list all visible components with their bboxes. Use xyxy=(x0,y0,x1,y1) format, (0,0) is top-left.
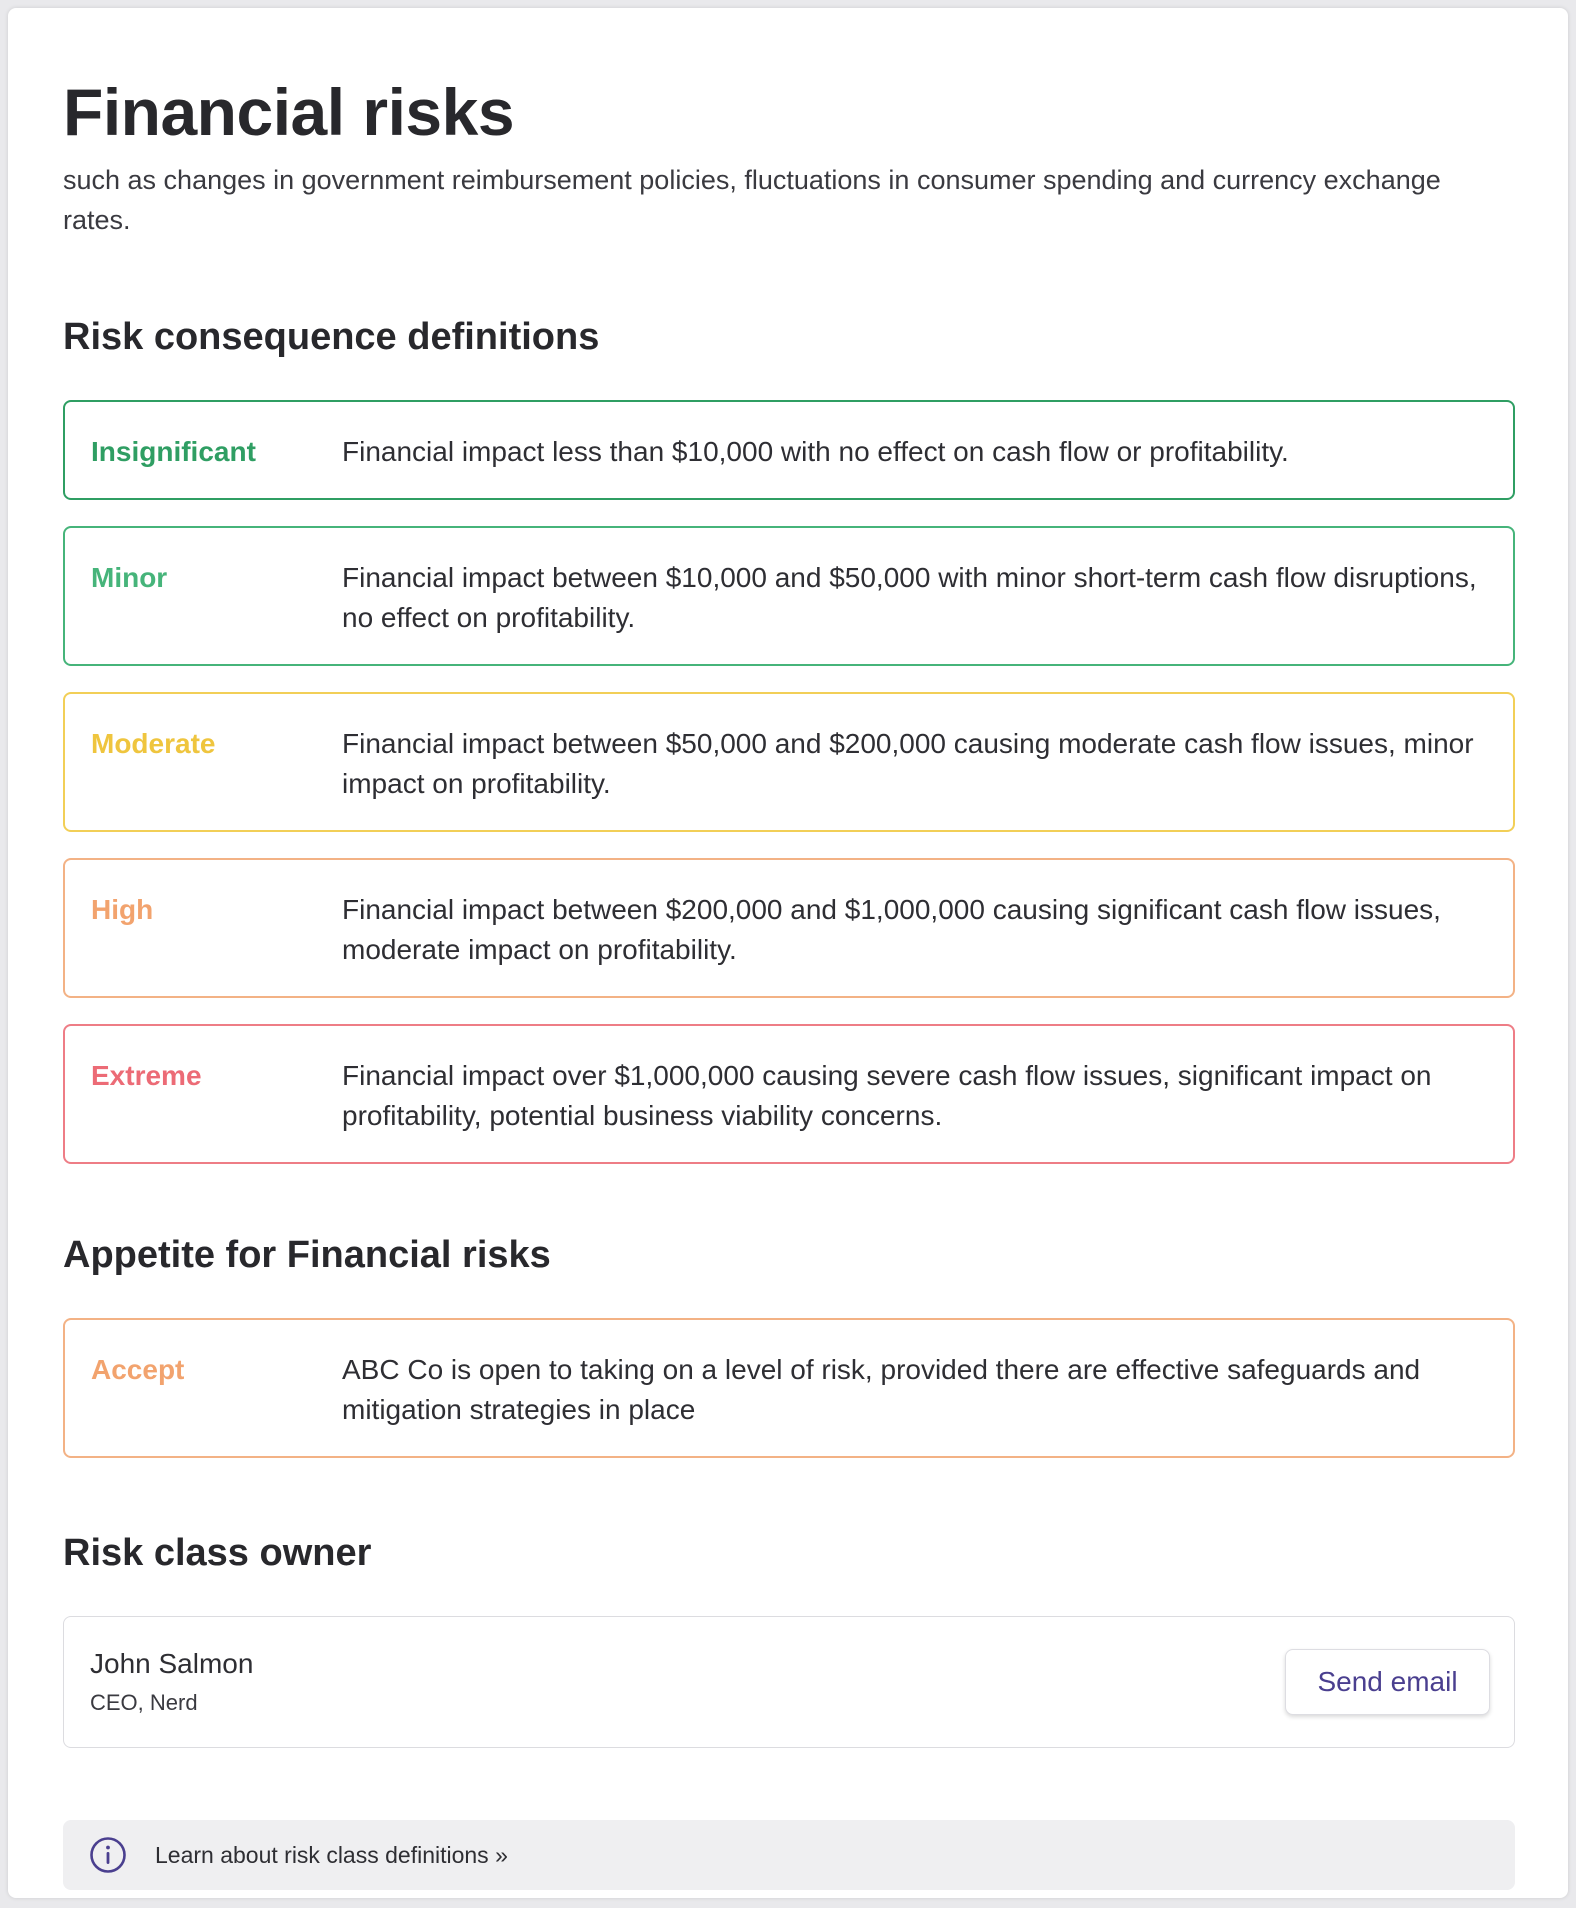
consequence-label: Insignificant xyxy=(91,436,256,467)
owner-role: CEO, Nerd xyxy=(90,1690,198,1715)
consequence-heading: Risk consequence definitions xyxy=(63,316,600,358)
consequence-card-extreme xyxy=(63,1024,1515,1164)
owner-card xyxy=(63,1616,1515,1748)
consequence-description: Financial impact over $1,000,000 causing severe cash flow issues, significant impact on profitability, potential business viability concerns. xyxy=(342,1060,1432,1131)
info-circle-icon xyxy=(89,1836,127,1874)
appetite-heading: Appetite for Financial risks xyxy=(63,1234,551,1276)
appetite-description: ABC Co is open to taking on a level of risk, provided there are effective safeguards and mitigation strategies in place xyxy=(342,1354,1421,1425)
appetite-card xyxy=(63,1318,1515,1458)
risk-class-panel xyxy=(8,8,1568,1898)
owner-heading: Risk class owner xyxy=(63,1532,372,1574)
consequence-label: Moderate xyxy=(91,728,216,759)
page-title: Financial risks xyxy=(63,75,515,149)
consequence-label: Minor xyxy=(91,562,168,593)
consequence-card-high xyxy=(63,858,1515,998)
learn-risk-definitions-link[interactable]: Learn about risk class definitions » xyxy=(155,1841,508,1868)
info-bar xyxy=(63,1820,1515,1890)
consequence-description: Financial impact between $50,000 and $200,000 causing moderate cash flow issues, minor impact on profitability. xyxy=(342,728,1474,799)
consequence-card-insignificant xyxy=(63,400,1515,500)
consequence-list xyxy=(63,400,1513,1164)
owner-name: John Salmon xyxy=(90,1648,254,1679)
consequence-description: Financial impact between $10,000 and $50,000 with minor short-term cash flow disruptions, no effect on profitability. xyxy=(342,562,1477,633)
consequence-card-minor xyxy=(63,526,1515,666)
consequence-card-moderate xyxy=(63,692,1515,832)
owner-info xyxy=(90,1646,253,1718)
send-email-button[interactable]: Send email xyxy=(1285,1649,1490,1715)
consequence-label: Extreme xyxy=(91,1060,202,1091)
consequence-description: Financial impact less than $10,000 with no effect on cash flow or profitability. xyxy=(342,436,1289,467)
consequence-label: High xyxy=(91,894,154,925)
appetite-label: Accept xyxy=(91,1354,185,1385)
consequence-description: Financial impact between $200,000 and $1,000,000 causing significant cash flow issues, moderate impact on profitability. xyxy=(342,894,1441,965)
page-intro: such as changes in government reimbursement policies, fluctuations in consumer spending and currency exchange rates. xyxy=(63,165,1441,235)
